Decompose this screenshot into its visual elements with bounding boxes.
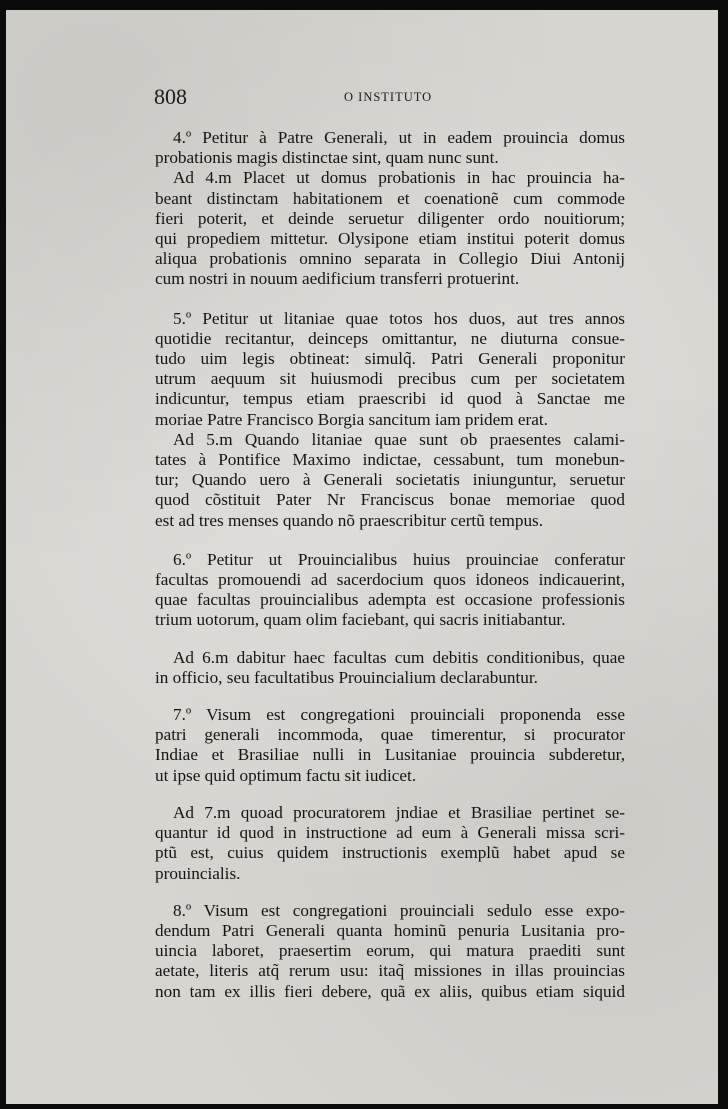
text-line: quotidie recitantur, deinceps omittantur, ne diuturna consue- <box>155 328 625 348</box>
page-header <box>154 84 624 114</box>
text-line: utrum aequum sit huiusmodi precibus cum per societatem <box>155 369 625 389</box>
text-line: Indiae et Brasiliae nulli in Lusitaniae prouincia subderetur, <box>155 745 625 765</box>
text-line: tudo uim legis obtineat: simulq̃. Patri Generali proponitur <box>155 349 625 369</box>
paragraph-response-5 <box>155 430 625 531</box>
text-line: cum nostri in nouum aedificium transferri protuerint. <box>155 269 520 289</box>
scanned-page <box>6 10 718 1104</box>
paragraph-response-7 <box>155 803 625 884</box>
body-text <box>155 128 625 1002</box>
text-line: tur; Quando uero à Generali societatis iniunguntur, seruetur <box>155 470 625 490</box>
text-line: tates à Pontifice Maximo indictae, cessabunt, tum monebun- <box>155 450 625 470</box>
text-line: aetate, literis atq̃ rerum usu: itaq̃ missiones in illas prouincias <box>155 961 625 981</box>
page-number: 808 <box>154 84 187 109</box>
text-line: moriae Patre Francisco Borgia sancitum iam pridem erat. <box>155 409 548 429</box>
text-line: fieri poterit, et deinde seruetur diligenter ordo nouitiorum; <box>155 208 625 228</box>
text-line: ptũ est, cuius quidem instructionis exemplũ habet apud se <box>155 843 625 863</box>
text-line: 8.º Visum est congregationi prouinciali sedulo esse expo- <box>173 900 625 920</box>
text-line: probationis magis distinctae sint, quam nunc sunt. <box>155 148 499 168</box>
text-line: 7.º Visum est congregationi prouinciali proponenda esse <box>173 705 625 725</box>
text-line: indicuntur, tempus etiam praescribi id quod à Sanctae me <box>155 389 625 409</box>
paragraph-petition-4 <box>155 128 625 168</box>
paragraph-petition-5 <box>155 309 625 430</box>
text-line: Ad 7.m quoad procuratorem jndiae et Brasiliae pertinet se- <box>173 802 625 822</box>
text-line: est ad tres menses quando nõ praescribitur certũ tempus. <box>155 510 544 530</box>
text-line: qui propediem mittetur. Olysipone etiam institui poterit domus <box>155 229 625 249</box>
text-line: aliqua probationis omnino separata in Collegio Diui Antonij <box>155 249 625 269</box>
text-line: Ad 6.m dabitur haec facultas cum debitis conditionibus, quae <box>173 647 625 667</box>
text-line: non tam ex illis fieri debere, quã ex aliis, quibus etiam siquid <box>155 981 625 1001</box>
paragraph-petition-7 <box>155 705 625 786</box>
paragraph-response-4 <box>155 168 625 289</box>
text-line: quae facultas prouincialibus adempta est occasione professionis <box>155 590 625 610</box>
text-line: 4.º Petitur à Patre Generali, ut in eadem prouincia domus <box>173 128 625 147</box>
text-line: facultas promouendi ad sacerdocium quos idoneos indicauerint, <box>155 570 625 590</box>
text-line: 6.º Petitur ut Prouincialibus huius prouinciae conferatur <box>173 549 625 569</box>
paragraph-response-6 <box>155 648 625 688</box>
text-line: quantur id quod in instructione ad eum à Generali missa scri- <box>155 823 625 843</box>
text-line: uincia laboret, praesertim eorum, qui matura praediti sunt <box>155 941 625 961</box>
text-line: in officio, seu facultatibus Prouincialium declarabuntur. <box>155 667 538 687</box>
text-line: beant distinctam habitationem et coenationẽ cum commode <box>155 188 625 208</box>
text-line: quod cõstituit Pater Nr Franciscus bonae memoriae quod <box>155 490 625 510</box>
paragraph-petition-8 <box>155 901 625 1002</box>
paragraph-petition-6 <box>155 550 625 631</box>
running-title: O INSTITUTO <box>344 90 433 104</box>
text-line: 5.º Petitur ut litaniae quae totos hos duos, aut tres annos <box>173 308 625 328</box>
text-line: dendum Patri Generali quanta hominũ penuria Lusitania pro- <box>155 920 625 940</box>
text-line: Ad 5.m Quando litaniae quae sunt ob praesentes calami- <box>173 429 625 449</box>
text-line: trium uotorum, quam olim faciebant, qui sacris initiabantur. <box>155 610 566 630</box>
text-line: Ad 4.m Placet ut domus probationis in hac prouincia ha- <box>173 168 625 188</box>
text-line: ut ipse quid optimum factu sit iudicet. <box>155 765 417 785</box>
text-line: patri generali incommoda, quae timerentur, si procurator <box>155 725 625 745</box>
text-line: prouincialis. <box>155 863 241 883</box>
